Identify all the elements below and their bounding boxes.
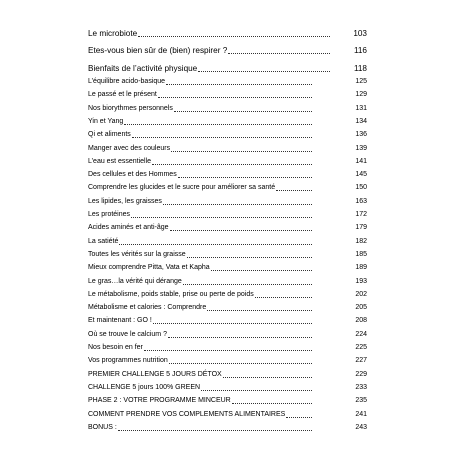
toc-entry-page: 179 xyxy=(355,224,367,232)
toc-entry-page: 193 xyxy=(355,277,367,285)
toc-entry-page: 118 xyxy=(353,64,367,73)
toc-entry-page: 241 xyxy=(355,410,367,418)
toc-leader-dots xyxy=(158,97,312,98)
toc-entry-page: 189 xyxy=(355,264,367,272)
toc-leader-dots xyxy=(144,350,312,351)
toc-entry-title: Nos biorythmes personnels xyxy=(88,104,173,112)
toc-entry[interactable] xyxy=(0,368,452,380)
toc-entry[interactable] xyxy=(0,88,452,100)
toc-leader-dots xyxy=(187,257,312,258)
toc-entry[interactable] xyxy=(0,102,452,114)
toc-leader-dots xyxy=(138,36,330,37)
toc-entry-page: 182 xyxy=(355,237,367,245)
toc-entry-page: 208 xyxy=(355,317,367,325)
toc-entry-title: Etes-vous bien sûr de (bien) respirer ? xyxy=(88,46,228,55)
toc-entry-title: Bienfaits de l’activité physique xyxy=(88,64,198,73)
toc-leader-dots xyxy=(255,297,312,298)
toc-entry[interactable] xyxy=(0,168,452,180)
toc-entry-title: Toutes les vérités sur la graisse xyxy=(88,250,186,258)
toc-entry-page: 172 xyxy=(355,211,367,218)
toc-entry[interactable] xyxy=(0,288,452,300)
toc-entry-title: Des cellules et des Hommes xyxy=(88,171,177,179)
toc-leader-dots xyxy=(183,284,312,285)
toc-leader-dots xyxy=(152,164,312,165)
toc-entry[interactable] xyxy=(0,328,452,340)
toc-entry-page: 150 xyxy=(355,184,367,192)
toc-leader-dots xyxy=(286,417,312,418)
toc-leader-dots xyxy=(171,151,312,152)
toc-entry[interactable] xyxy=(0,301,452,313)
toc-entry[interactable] xyxy=(0,354,452,366)
toc-entry-title: Où se trouve le calcium ? xyxy=(88,330,167,338)
toc-entry[interactable] xyxy=(0,208,452,220)
toc-leader-dots xyxy=(276,190,312,191)
toc-entry-title: BONUS : xyxy=(88,423,117,431)
toc-entry-page: 163 xyxy=(355,197,367,205)
toc-entry-page: 225 xyxy=(355,344,367,351)
toc-entry-page: 205 xyxy=(355,304,367,312)
toc-entry-title: La satiété xyxy=(88,237,119,245)
toc-entry-page: 145 xyxy=(355,171,367,179)
toc-leader-dots xyxy=(166,84,312,85)
toc-entry[interactable] xyxy=(0,155,452,167)
toc-entry[interactable] xyxy=(0,261,452,273)
toc-entry[interactable] xyxy=(0,181,452,193)
toc-entry[interactable] xyxy=(0,394,452,406)
toc-entry-page: 185 xyxy=(355,250,367,258)
toc-entry-page: 129 xyxy=(355,91,367,99)
toc-entry-page: 227 xyxy=(355,357,367,365)
toc-entry-page: 116 xyxy=(353,46,367,55)
toc-entry-page: 233 xyxy=(355,383,367,391)
toc-leader-dots xyxy=(119,244,312,245)
toc-entry-page: 224 xyxy=(355,330,367,338)
toc-entry[interactable] xyxy=(0,221,452,233)
toc-entry-title: Acides aminés et anti-âge xyxy=(88,224,169,232)
toc-entry-page: 136 xyxy=(355,131,367,139)
toc-entry-page: 125 xyxy=(355,78,367,85)
toc-entry-page: 235 xyxy=(355,397,367,405)
toc-leader-dots xyxy=(131,217,312,218)
toc-entry[interactable] xyxy=(0,341,452,353)
toc-entry-title: Nos besoin en fer xyxy=(88,344,143,351)
toc-leader-dots xyxy=(232,403,312,404)
toc-leader-dots xyxy=(207,310,312,311)
toc-entry-page: 134 xyxy=(355,117,367,125)
toc-leader-dots xyxy=(124,124,312,125)
toc-entry[interactable] xyxy=(0,115,452,127)
toc-entry-title: Vos programmes nutrition xyxy=(88,357,168,365)
toc-entry[interactable] xyxy=(0,142,452,154)
toc-entry-title: L’équilibre acido-basique xyxy=(88,78,166,85)
toc-leader-dots xyxy=(174,111,312,112)
toc-entry-page: 131 xyxy=(355,104,367,112)
toc-entry-title: Le microbiote xyxy=(88,29,138,38)
toc-entry-title: COMMENT PRENDRE VOS COMPLEMENTS ALIMENTAIRES xyxy=(88,410,286,418)
toc-entry-page: 243 xyxy=(355,423,367,431)
toc-entry-page: 141 xyxy=(355,157,367,165)
toc-entry-title: Qi et aliments xyxy=(88,131,131,139)
toc-leader-dots xyxy=(170,230,312,231)
toc-leader-dots xyxy=(178,177,312,178)
toc-entry[interactable] xyxy=(0,195,452,207)
toc-entry[interactable] xyxy=(0,314,452,326)
toc-entry-title: Yin et Yang xyxy=(88,117,124,125)
toc-entry[interactable] xyxy=(0,235,452,247)
toc-entry-page: 229 xyxy=(355,370,367,378)
toc-entry[interactable] xyxy=(0,248,452,260)
toc-entry[interactable] xyxy=(0,128,452,140)
toc-entry[interactable] xyxy=(0,408,452,420)
toc-entry-title: Le gras…la vérité qui dérange xyxy=(88,277,182,285)
toc-entry-title: Le passé et le présent xyxy=(88,91,157,99)
toc-leader-dots xyxy=(201,390,312,391)
toc-entry[interactable] xyxy=(0,44,452,56)
toc-entry[interactable] xyxy=(0,421,452,433)
toc-entry-title: Le métabolisme, poids stable, prise ou perte de poids xyxy=(88,290,254,298)
toc-entry[interactable] xyxy=(0,75,452,87)
toc-leader-dots xyxy=(211,270,312,271)
toc-entry-page: 139 xyxy=(355,144,367,152)
toc-leader-dots xyxy=(198,71,330,72)
toc-entry-title: L’eau est essentielle xyxy=(88,157,152,165)
toc-entry[interactable] xyxy=(0,62,452,74)
toc-leader-dots xyxy=(228,53,330,54)
toc-entry-title: Métabolisme et calories : Comprendre xyxy=(88,304,207,312)
toc-entry-title: Mieux comprendre Pitta, Vata et Kapha xyxy=(88,264,210,272)
toc-leader-dots xyxy=(169,363,312,364)
toc-entry-title: PREMIER CHALLENGE 5 JOURS DÉTOX xyxy=(88,370,222,378)
toc-entry-title: Manger avec des couleurs xyxy=(88,144,171,152)
toc-entry-title: Et maintenant : GO ! xyxy=(88,317,152,325)
toc-entry[interactable] xyxy=(0,27,452,39)
toc-entry-title: CHALLENGE 5 jours 100% GREEN xyxy=(88,383,201,391)
toc-entry[interactable] xyxy=(0,275,452,287)
toc-leader-dots xyxy=(132,137,312,138)
toc-entry-page: 202 xyxy=(355,290,367,298)
toc-entry-title: Les lipides, les graisses xyxy=(88,197,162,205)
toc-entry[interactable] xyxy=(0,381,452,393)
toc-leader-dots xyxy=(153,323,312,324)
toc-entry-title: PHASE 2 : VOTRE PROGRAMME MINCEUR xyxy=(88,397,231,405)
toc-entry-page: 103 xyxy=(353,29,367,38)
toc-entry-title: Les protéines xyxy=(88,211,131,218)
toc-leader-dots xyxy=(223,377,312,378)
toc-leader-dots xyxy=(168,337,312,338)
toc-entry-title: Comprendre les glucides et le sucre pour améliorer sa santé xyxy=(88,184,276,192)
toc-leader-dots xyxy=(163,204,312,205)
toc-leader-dots xyxy=(118,430,312,431)
